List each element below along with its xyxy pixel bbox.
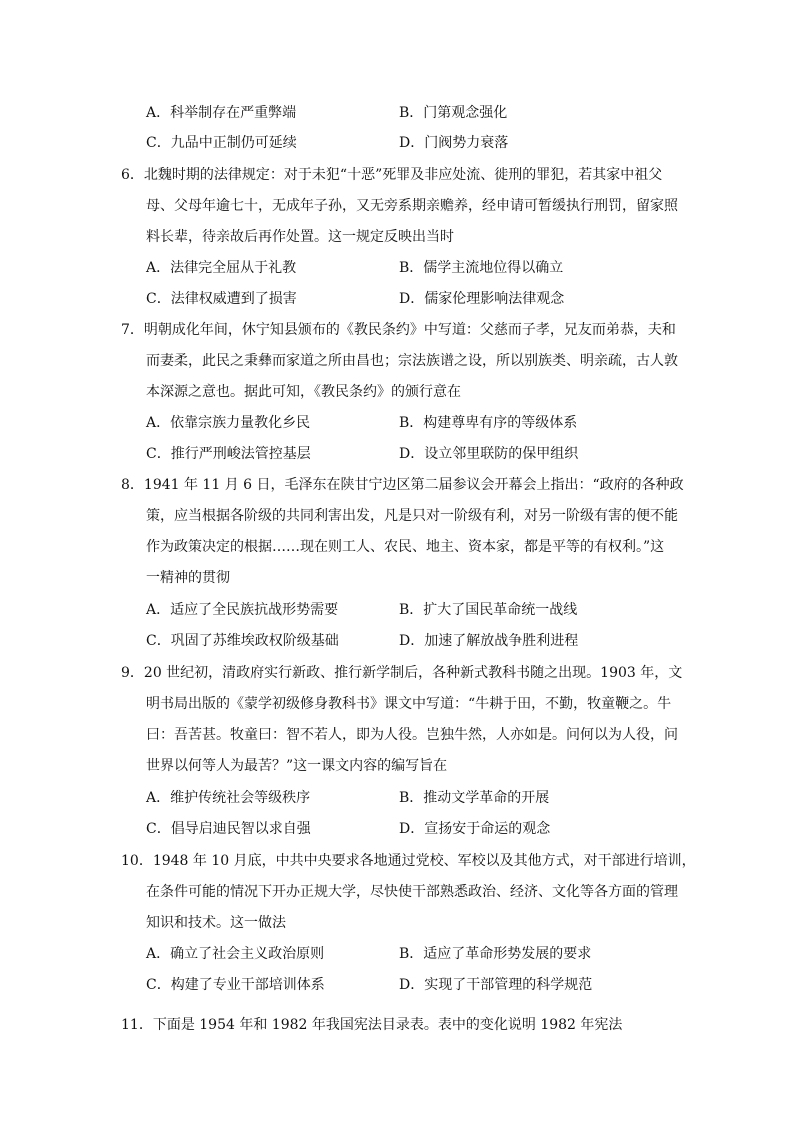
q9-option-c: C．倡导启迪民智以求自强 xyxy=(146,821,311,837)
q10-stem-line: 在条件可能的情况下开办正规大学，尽快使干部熟悉政治、经济、文化等各方面的管理 xyxy=(146,884,678,900)
q7-stem-line: 7．明朝成化年间，休宁知县颁布的《教民条约》中写道：父慈而子孝，兄友而弟恭，夫和 xyxy=(121,322,676,338)
q5-option-a: A．科举制存在严重弊端 xyxy=(146,105,297,121)
q5-option-d: D．门阀势力衰落 xyxy=(399,135,509,151)
q6-option-c: C．法律权威遭到了损害 xyxy=(146,291,297,307)
q9-stem-line: 曰：吾苦甚。牧童曰：智不若人，即为人役。岂独牛然，人亦如是。问何以为人役，问 xyxy=(146,727,678,743)
q7-option-c: C．推行严刑峻法管控基层 xyxy=(146,446,311,462)
q9-option-b: B．推动文学革命的开展 xyxy=(399,790,550,806)
q9-stem-line: 明书局出版的《蒙学初级修身教科书》课文中写道：“牛耕于田，不勤，牧童鞭之。牛 xyxy=(146,696,672,712)
q6-stem-line: 母、父母年逾七十，无成年子孙，又无旁系期亲赡养，经申请可暂缓执行刑罚，留家照 xyxy=(146,198,678,214)
q10-option-c: C．构建了专业干部培训体系 xyxy=(146,977,325,993)
q8-option-d: D．加速了解放战争胜利进程 xyxy=(399,633,579,649)
q6-stem-line: 料长辈，待亲故后再作处置。这一规定反映出当时 xyxy=(146,229,454,245)
q6-option-a: A．法律完全屈从于礼教 xyxy=(146,260,297,276)
q8-option-b: B．扩大了国民革命统一战线 xyxy=(399,602,578,618)
q8-stem-line: 作为政策决定的根据……现在则工人、农民、地主、资本家，都是平等的有权利。”这 xyxy=(146,539,665,555)
q6-option-d: D．儒家伦理影响法律观念 xyxy=(399,291,565,307)
q10-option-a: A．确立了社会主义政治原则 xyxy=(146,946,325,962)
q10-option-d: D．实现了干部管理的科学规范 xyxy=(399,977,593,993)
q10-stem-line: 知识和技术。这一做法 xyxy=(146,915,286,931)
q8-stem-line: 一精神的贯彻 xyxy=(146,570,230,586)
q6-option-b: B．儒学主流地位得以确立 xyxy=(399,260,564,276)
q5-option-b: B．门第观念强化 xyxy=(399,105,508,121)
q10-option-b: B．适应了革命形势发展的要求 xyxy=(399,946,592,962)
q10-stem-line: 10．1948 年 10 月底，中共中央要求各地通过党校、军校以及其他方式，对干部进行培训， xyxy=(121,853,696,869)
q9-stem-line: 9．20 世纪初，清政府实行新政、推行新学制后，各种新式教科书随之出现。1903 年，文 xyxy=(121,665,683,681)
q7-stem-line: 而妻柔，此民之秉彝而家道之所由昌也；宗法族谱之设，所以别族类、明亲疏，古人敦 xyxy=(146,353,678,369)
q11-stem-line: 11．下面是 1954 年和 1982 年我国宪法目录表。表中的变化说明 1982 年宪法 xyxy=(121,1017,623,1033)
q9-option-d: D．宣扬安于命运的观念 xyxy=(399,821,551,837)
q5-option-c: C．九品中正制仍可延续 xyxy=(146,135,297,151)
q9-stem-line: 世界以何等人为最苦？”这一课文内容的编写旨在 xyxy=(146,758,448,774)
q7-option-d: D．设立邻里联防的保甲组织 xyxy=(399,446,579,462)
q8-option-a: A．适应了全民族抗战形势需要 xyxy=(146,602,339,618)
q9-option-a: A．维护传统社会等级秩序 xyxy=(146,790,311,806)
q7-option-b: B．构建尊卑有序的等级体系 xyxy=(399,415,578,431)
q8-stem-line: 8．1941 年 11 月 6 日，毛泽东在陕甘宁边区第二届参议会开幕会上指出：“政府的各种政 xyxy=(121,477,684,493)
q7-stem-line: 本深源之意也。据此可知，《教民条约》的颁行意在 xyxy=(146,384,461,400)
q7-option-a: A．依靠宗族力量教化乡民 xyxy=(146,415,311,431)
q8-option-c: C．巩固了苏维埃政权阶级基础 xyxy=(146,633,339,649)
q6-stem-line: 6．北魏时期的法律规定：对于未犯“十恶”死罪及非应处流、徙刑的罪犯，若其家中祖父 xyxy=(121,167,663,183)
q8-stem-line: 策，应当根据各阶级的共同利害出发，凡是只对一阶级有利，对另一阶级有害的便不能 xyxy=(146,508,678,524)
